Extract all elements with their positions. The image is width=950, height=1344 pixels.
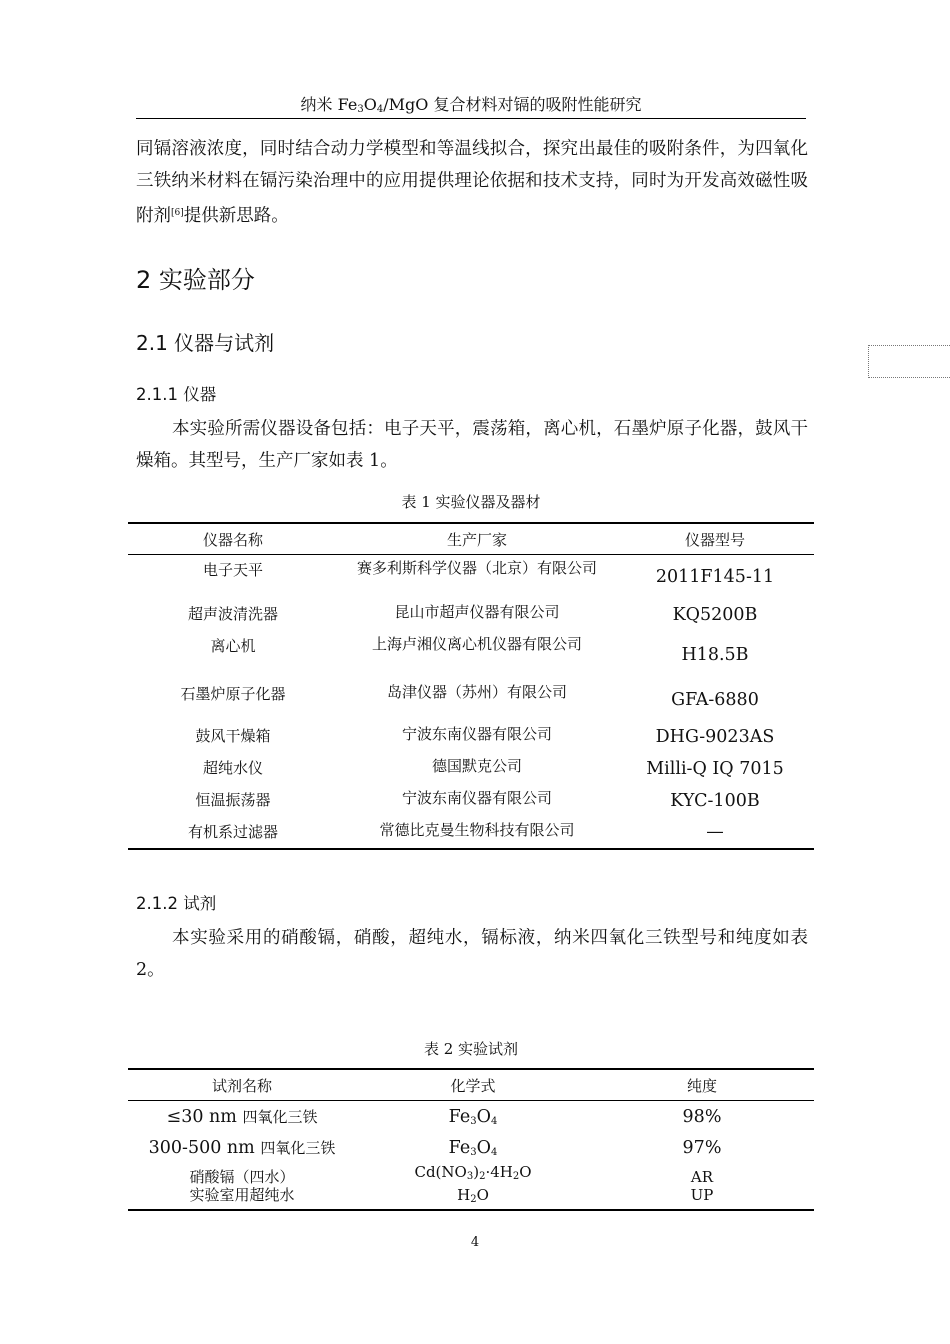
instrument-name: 离心机 <box>210 636 256 655</box>
header-text: 纳米 Fe <box>300 95 358 114</box>
purity: AR UP <box>690 1168 714 1204</box>
header-sub: 4 <box>376 104 384 115</box>
header-text: O <box>363 95 377 114</box>
column-header: 试剂名称 <box>128 1069 356 1101</box>
manufacturer: 德国默克公司 <box>431 756 522 775</box>
running-header <box>136 92 806 119</box>
table-row <box>128 1163 814 1210</box>
model-number: DHG-9023AS <box>655 726 775 747</box>
instrument-name: 超声波清洗器 <box>187 604 278 623</box>
reference-marker[interactable]: [6] <box>171 208 184 218</box>
header-sub: 3 <box>357 104 364 115</box>
page-number: 4 <box>470 1235 480 1250</box>
table-row <box>128 1132 814 1163</box>
model-number: KQ5200B <box>672 604 758 625</box>
table-row <box>128 555 814 599</box>
instruments-paragraph: 本实验所需仪器设备包括：电子天平，震荡箱，离心机，石墨炉原子化器，鼓风干燥箱。其型号，生产厂家如表 1。 <box>136 419 808 471</box>
manufacturer: 常德比克曼生物科技有限公司 <box>379 820 575 839</box>
column-header: 仪器型号 <box>616 523 814 555</box>
subsection-heading: 2.1 仪器与试剂 <box>136 331 275 355</box>
manufacturer: 昆山市超声仪器有限公司 <box>394 602 560 621</box>
manufacturer: 宁波东南仪器有限公司 <box>401 724 552 743</box>
model-number: H18.5B <box>681 644 749 665</box>
margin-comment-box <box>868 345 950 378</box>
table1-caption: 表 1 实验仪器及器材 <box>401 493 541 511</box>
reagent-name: 300-500 nm 四氧化三铁 <box>148 1138 336 1158</box>
instrument-name: 鼓风干燥箱 <box>195 726 271 745</box>
reagent-name: 硝酸镉（四水） 实验室用超纯水 <box>189 1168 295 1204</box>
instrument-name: 超纯水仪 <box>202 758 263 777</box>
instrument-name: 有机系过滤器 <box>187 822 278 841</box>
column-header: 纯度 <box>590 1069 814 1101</box>
column-header: 仪器名称 <box>128 523 338 555</box>
reagents-paragraph: 本实验采用的硝酸镉，硝酸，超纯水，镉标液，纳米四氧化三铁型号和纯度如表 2。 <box>136 928 808 980</box>
model-number: Milli-Q IQ 7015 <box>646 758 784 779</box>
manufacturer: 赛多利斯科学仪器（北京）有限公司 <box>356 559 597 577</box>
manufacturer: 上海卢湘仪离心机仪器有限公司 <box>371 634 582 653</box>
instruments-heading: 2.1.1 仪器 <box>136 385 217 404</box>
column-header: 生产厂家 <box>338 523 616 555</box>
reagents-table <box>128 1068 814 1211</box>
instrument-name: 电子天平 <box>202 561 263 579</box>
table-row <box>128 817 814 849</box>
intro-paragraph: 同镉溶液浓度，同时结合动力学模型和等温线拟合，探究出最佳的吸附条件，为四氧化三铁纳米材料在镉污染治理中的应用提供理论依据和技术支持，同时为开发高效磁性吸附剂[6]提供新思路。 <box>136 139 808 226</box>
header-text: /MgO 复合材料对镉的吸附性能研究 <box>383 95 642 114</box>
table-row <box>128 1101 814 1133</box>
purity: 98% <box>682 1106 722 1127</box>
instruments-table <box>128 522 814 850</box>
manufacturer: 岛津仪器（苏州）有限公司 <box>386 682 567 701</box>
table-header-row <box>128 523 814 555</box>
manufacturer: 宁波东南仪器有限公司 <box>401 788 552 807</box>
column-header: 化学式 <box>356 1069 590 1101</box>
model-number: GFA-6880 <box>671 689 759 710</box>
reagent-name: ≤30 nm 四氧化三铁 <box>166 1107 318 1127</box>
chemical-formula: $Fe_3O_4$ <box>448 1106 498 1127</box>
table-header-row <box>128 1069 814 1101</box>
instrument-name: 石墨炉原子化器 <box>180 684 286 703</box>
model-number: KYC-100B <box>670 790 760 811</box>
table-row <box>128 753 814 785</box>
reagents-heading: 2.1.2 试剂 <box>136 894 217 913</box>
purity: 97% <box>682 1137 722 1158</box>
table-row <box>128 785 814 817</box>
instrument-name: 恒温振荡器 <box>195 790 271 809</box>
table-row <box>128 599 814 631</box>
chemical-formula: $Fe_3O_4$ <box>448 1137 498 1158</box>
section-heading: 2 实验部分 <box>136 266 255 294</box>
table-row <box>128 679 814 721</box>
table-row <box>128 721 814 753</box>
table2-caption: 表 2 实验试剂 <box>423 1040 519 1058</box>
model-number: — <box>706 822 724 842</box>
chemical-formula: $Cd(NO_3)_2\cdot 4H_2O$ $H_2O$ <box>414 1163 532 1205</box>
model-number: 2011F145-11 <box>655 566 775 587</box>
table-row <box>128 631 814 679</box>
